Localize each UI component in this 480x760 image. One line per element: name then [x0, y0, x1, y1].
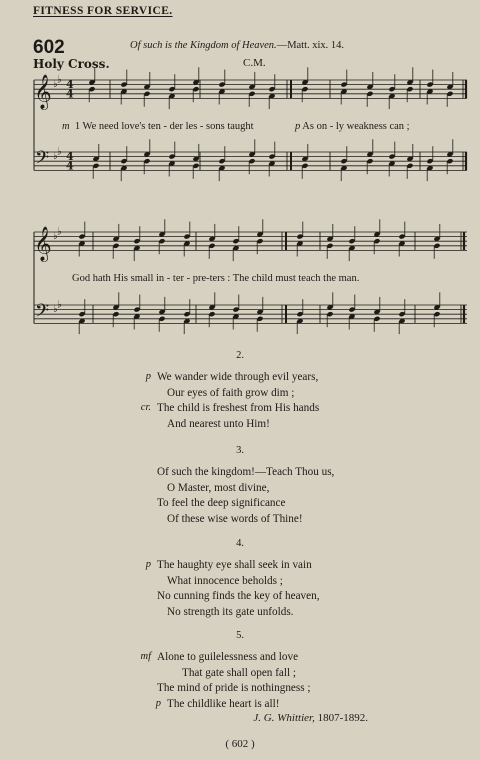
dynamic-mark: p	[155, 697, 161, 709]
time-signature-bottom: 4	[66, 159, 74, 173]
verse-line: What innocence beholds ;	[167, 574, 283, 587]
lyrics-line-2: God hath His small in - ter - pre-ters : The child must teach the man.	[72, 273, 360, 284]
dynamic-mark: m	[62, 121, 70, 132]
flat-sign: ♭	[57, 299, 62, 311]
verse-number: 5.	[236, 630, 244, 641]
treble-clef: 𝄞	[34, 226, 52, 262]
verse-number: 2.	[236, 350, 244, 361]
author-credit	[253, 712, 368, 724]
verse-line: Alone to guilelessness and love	[157, 651, 299, 663]
flat-sign: ♭	[53, 230, 58, 242]
flat-sign: ♭	[53, 303, 58, 315]
scripture-title: Of such is the Kingdom of Heaven.	[130, 40, 277, 51]
verse-line: We wander wide through evil years,	[157, 371, 319, 383]
dynamic-mark: p	[295, 121, 301, 132]
lyrics-text: We need love's ten - der les - sons taught	[82, 121, 254, 132]
lyrics-line-1b	[295, 121, 410, 132]
flat-sign: ♭	[53, 150, 58, 162]
lyrics-line-1	[62, 121, 254, 132]
lyrics-text: As on - ly weakness can ;	[302, 121, 410, 132]
bass-clef: 𝄢	[35, 300, 50, 326]
verse-line: And nearest unto Him!	[167, 417, 270, 430]
hymn-number: 602	[33, 37, 65, 58]
dynamic-mark: p	[145, 371, 151, 382]
verse-line: The mind of pride is nothingness ;	[157, 682, 311, 695]
section-heading: FITNESS FOR SERVICE.	[33, 5, 173, 17]
meter: C.M.	[243, 57, 266, 69]
time-signature-top: 4	[66, 150, 74, 164]
verse-line: The child is freshest from His hands	[157, 402, 320, 415]
time-signature-top: 4	[66, 78, 74, 92]
bass-clef: 𝄢	[35, 147, 50, 173]
verse-line: The childlike heart is all!	[167, 697, 280, 710]
author-dates: 1807-1892.	[317, 712, 368, 724]
tune-name: Holy Cross.	[33, 57, 110, 71]
verse-line: Our eyes of faith grow dim ;	[167, 386, 295, 399]
flat-sign: ♭	[57, 146, 62, 158]
dynamic-mark: p	[145, 559, 151, 570]
verse-line: No cunning finds the key of heaven,	[157, 590, 320, 603]
dynamic-mark: mf	[140, 651, 151, 662]
music-score	[0, 0, 480, 360]
verse-number: 1	[74, 121, 81, 132]
treble-clef: 𝄞	[34, 74, 52, 110]
verse-line: That gate shall open fall ;	[182, 666, 297, 679]
flat-sign: ♭	[57, 74, 62, 86]
time-signature-bottom: 4	[66, 87, 74, 101]
page-number: ( 602 )	[225, 738, 255, 750]
verse-line: To feel the deep significance	[157, 497, 286, 510]
verse-number: 3.	[236, 445, 244, 456]
flat-sign: ♭	[53, 78, 58, 90]
dynamic-mark: cr.	[140, 402, 151, 414]
verse-number: 4.	[236, 538, 244, 549]
verse-line: The haughty eye shall seek in vain	[157, 559, 312, 571]
author-name: J. G. Whittier,	[253, 712, 315, 724]
flat-sign: ♭	[57, 226, 62, 238]
verse-line: Of these wise words of Thine!	[167, 512, 303, 525]
scripture-reference: —Matt. xix. 14.	[276, 40, 345, 51]
verse-line: No strength its gate unfolds.	[167, 605, 294, 618]
verse-line: O Master, most divine,	[167, 481, 270, 494]
verse-line: Of such the kingdom!—Teach Thou us,	[157, 466, 335, 478]
